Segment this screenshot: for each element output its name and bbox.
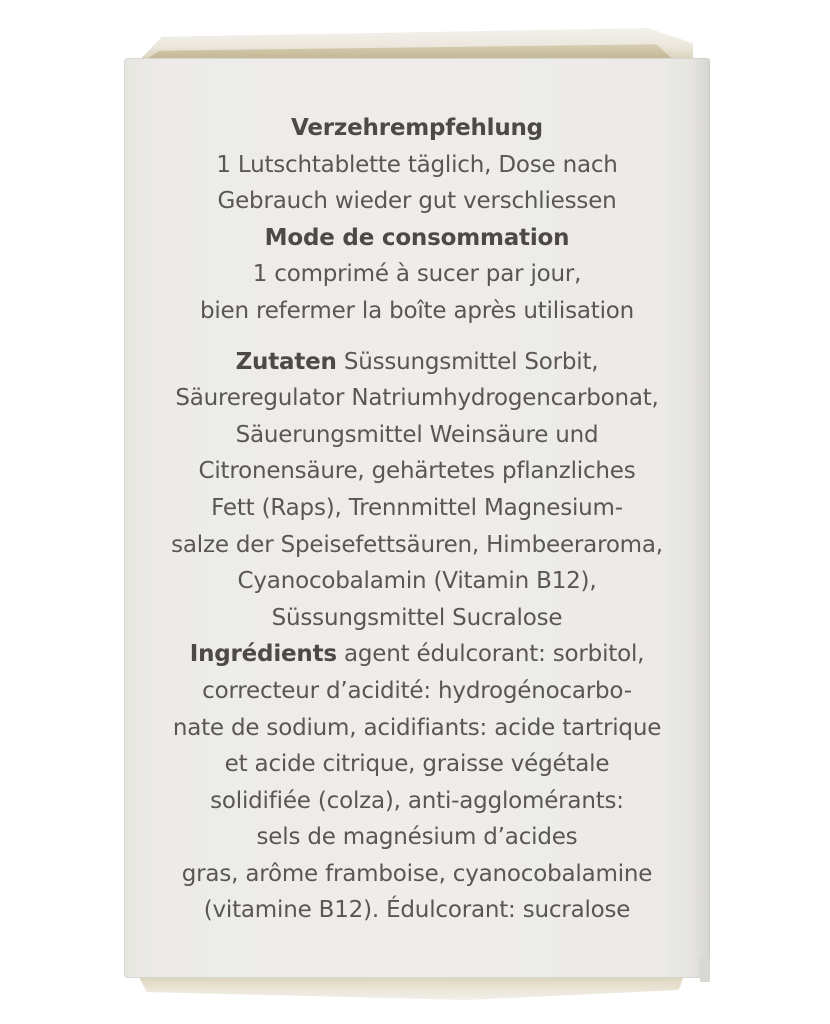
de-ingredients-line: Säuerungsmittel Weinsäure und <box>235 421 599 448</box>
box-side-panel <box>124 58 710 978</box>
de-ingredients-first-text: Süssungsmittel Sorbit, <box>336 348 599 375</box>
label-text <box>124 110 710 929</box>
section-gap <box>124 330 710 344</box>
fr-ingredients-line: sels de magnésium d’acides <box>256 824 578 851</box>
de-usage-line: 1 Lutschtablette täglich, Dose nach <box>216 151 618 178</box>
de-usage-heading: Verzehrempfehlung <box>291 115 543 141</box>
fr-ingredients-first-line <box>124 636 710 673</box>
fr-ingredients-line: correcteur d’acidité: hydrogénocarbo- <box>202 677 632 704</box>
fr-usage-line: bien refermer la boîte après utilisation <box>199 297 635 324</box>
de-ingredients-line: Süssungsmittel Sucralose <box>271 604 563 631</box>
de-ingredients-line: salze der Speisefettsäuren, Himbeeraroma, <box>171 531 663 558</box>
fr-ingredients-heading: Ingrédients <box>189 641 337 668</box>
fr-ingredients-line: (vitamine B12). Édulcorant: sucralose <box>203 897 631 924</box>
fr-ingredients-first-text: agent édulcorant: sorbitol, <box>336 641 645 668</box>
fr-usage-heading: Mode de consommation <box>264 224 570 251</box>
panel-notch <box>700 958 710 982</box>
de-ingredients-line: Citronensäure, gehärtetes pflanzliches <box>198 458 636 485</box>
de-ingredients-line: Cyanocobalamin (Vitamin B12), <box>237 568 597 595</box>
fr-ingredients-line: et acide citrique, graisse végétale <box>224 751 610 778</box>
fr-usage-line: 1 comprimé à sucer par jour, <box>252 261 582 288</box>
de-ingredients-first-line <box>124 344 710 381</box>
de-usage-line: Gebrauch wieder gut verschliessen <box>217 188 617 215</box>
fr-ingredients-line: nate de sodium, acidifiants: acide tartrique <box>172 714 662 741</box>
de-ingredients-line: Fett (Raps), Trennmittel Magnesium- <box>211 494 623 521</box>
fr-ingredients-line: solidifiée (colza), anti-agglomérants: <box>210 787 624 814</box>
de-ingredients-heading: Zutaten <box>235 348 337 375</box>
fr-ingredients-line: gras, arôme framboise, cyanocobalamine <box>181 860 653 887</box>
de-ingredients-line: Säureregulator Natriumhydrogencarbonat, <box>175 385 659 412</box>
